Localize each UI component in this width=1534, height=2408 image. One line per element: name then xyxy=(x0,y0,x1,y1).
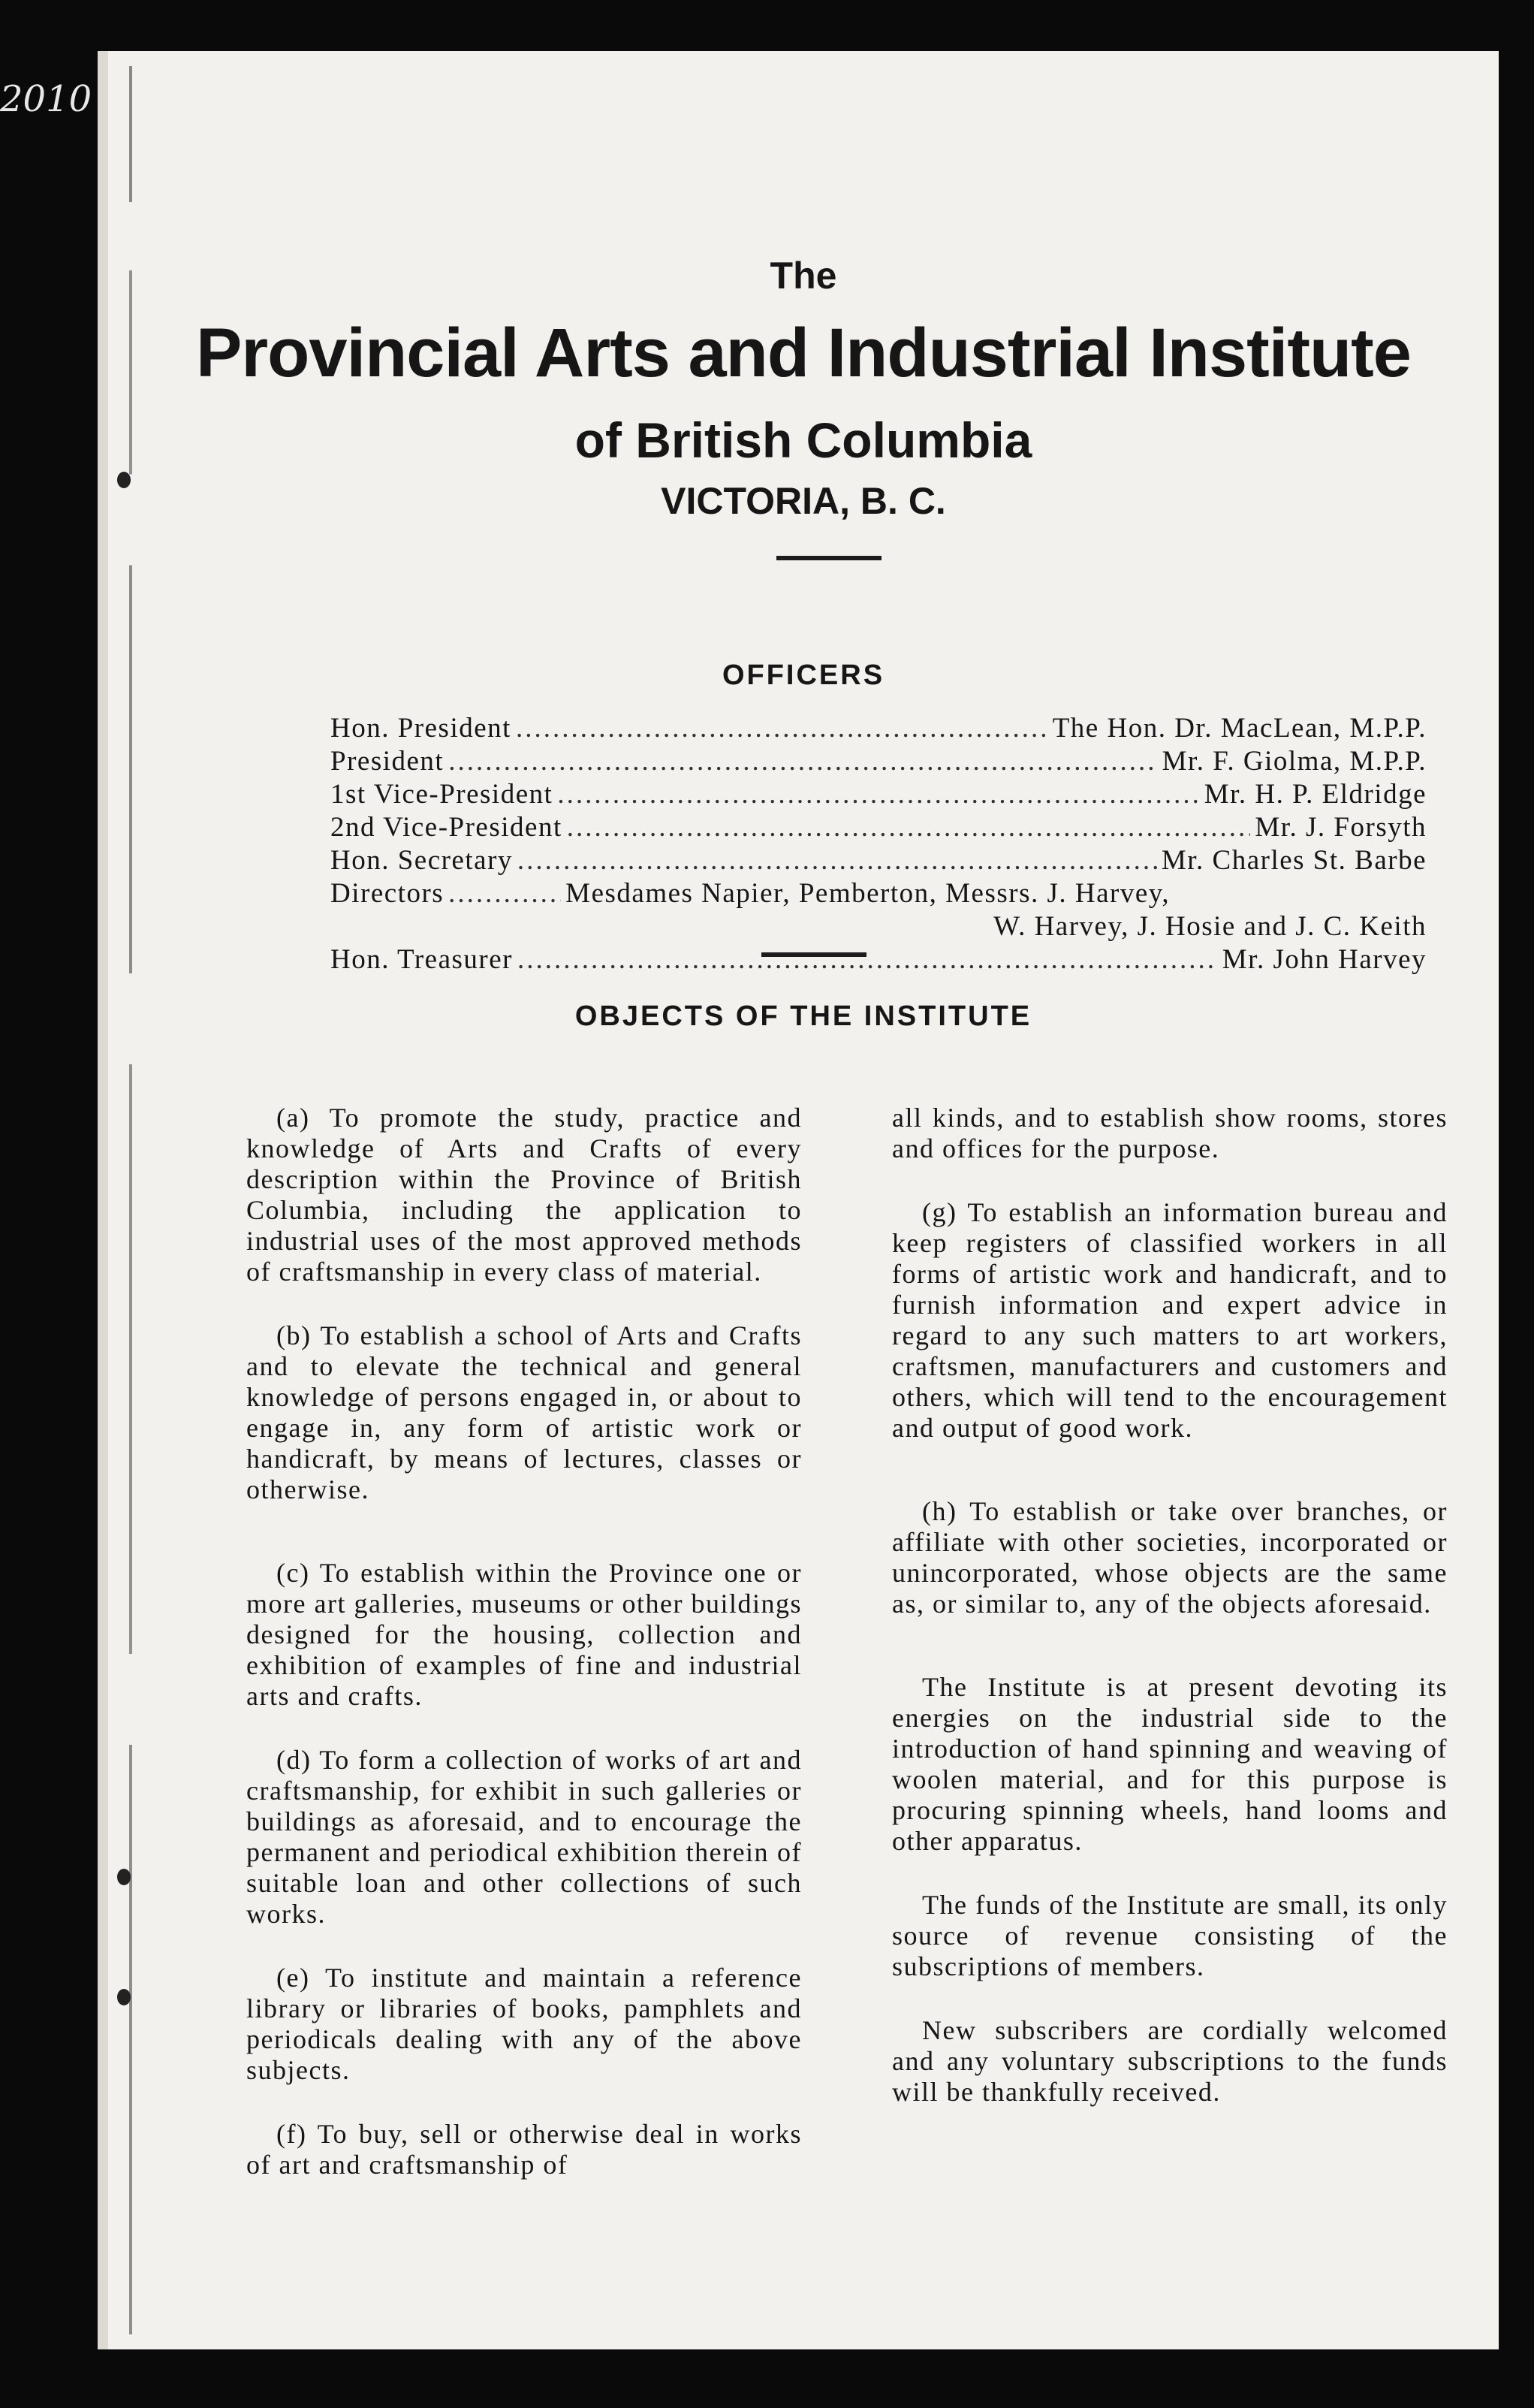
binding-mark xyxy=(117,1869,131,1885)
officer-title: 1st Vice-President xyxy=(330,779,553,810)
object-item-h: (h) To establish or take over branches, or affiliate with other societies, incorporated or unincorporated, whose objects are the same as, or similar to, any of the objects aforesaid. xyxy=(892,1496,1448,1619)
object-item-b: (b) To establish a school of Arts and Crafts and to elevate the technical and general knowledge of persons engaged in, or about to engage in, any form of artistic work or handicraft, by means of lectures, classes or otherwise. xyxy=(246,1320,802,1504)
officer-name: Mr. H. P. Eldridge xyxy=(1204,779,1427,810)
officer-name: Mr. John Harvey xyxy=(1222,944,1427,975)
officer-name: Mesdames Napier, Pemberton, Messrs. J. Harvey, xyxy=(565,878,1171,909)
officer-name: Mr. J. Forsyth xyxy=(1255,812,1427,843)
right-column xyxy=(892,1103,1448,2213)
institute-activity-paragraph: The Institute is at present devoting its energies on the industrial side to the introduction of hand spinning and weaving of woolen material, and for this purpose is procuring spinning wheels, hand looms and other apparatus. xyxy=(892,1672,1448,1856)
subscribers-paragraph: New subscribers are cordially welcomed and any voluntary subscriptions to the funds will be thankfully received. xyxy=(892,2015,1448,2107)
object-item-d: (d) To form a collection of works of art and craftsmanship, for exhibit in such galleries or buildings as aforesaid, and to encourage the permanent and periodical exhibition therein of suitable loan and other collections of such works. xyxy=(246,1745,802,1929)
page-subtitle: of British Columbia xyxy=(574,412,1032,468)
officer-title: President xyxy=(330,746,445,777)
officer-row xyxy=(330,877,1427,910)
title-article: The xyxy=(770,255,837,297)
officer-name: Mr. Charles St. Barbe xyxy=(1161,845,1427,876)
officer-row xyxy=(330,778,1427,811)
officers-list xyxy=(330,712,1427,976)
officer-name: The Hon. Dr. MacLean, M.P.P. xyxy=(1052,713,1427,744)
binding-mark xyxy=(117,1989,131,2005)
object-item-f: (f) To buy, sell or otherwise deal in works of art and craftsmanship of xyxy=(246,2119,802,2180)
officer-row xyxy=(330,745,1427,778)
officer-row xyxy=(330,943,1427,976)
funds-paragraph: The funds of the Institute are small, its only source of revenue consisting of the subscriptions of members. xyxy=(892,1890,1448,1981)
officer-title: Directors xyxy=(330,878,445,909)
margin-handwritten-number: 2010 xyxy=(0,78,92,120)
document-page xyxy=(98,51,1499,2349)
officer-name: Mr. F. Giolma, M.P.P. xyxy=(1162,746,1427,777)
left-column xyxy=(246,1103,802,2213)
officers-heading: OFFICERS xyxy=(722,659,885,691)
divider xyxy=(761,952,866,957)
object-item-c: (c) To establish within the Province one or more art galleries, museums or other buildings designed for the housing, collection and exhibition of examples of fine and industrial arts and crafts. xyxy=(246,1558,802,1711)
officer-row xyxy=(330,844,1427,877)
object-item-f-continued: all kinds, and to establish show rooms, stores and offices for the purpose. xyxy=(892,1103,1448,1163)
officer-title: 2nd Vice-President xyxy=(330,812,562,843)
officer-title: Hon. Secretary xyxy=(330,845,513,876)
officer-name: W. Harvey, J. Hosie and J. C. Keith xyxy=(993,911,1427,942)
divider xyxy=(776,556,882,560)
page-title: Provincial Arts and Industrial Institute xyxy=(196,315,1411,391)
officer-title: Hon. President xyxy=(330,713,511,744)
object-item-g: (g) To establish an information bureau and keep registers of classified workers in all forms of artistic work and handicraft, and to furnish information and expert advice in regard to any such matters to art workers, craftsmen, manufacturers and customers and others, which will tend to the encouragement and output of good work. xyxy=(892,1197,1448,1443)
objects-heading: OBJECTS OF THE INSTITUTE xyxy=(574,1000,1032,1032)
officer-row-continuation xyxy=(330,910,1427,943)
object-item-a: (a) To promote the study, practice and knowledge of Arts and Crafts of every description within the Province of British Columbia, including the application to industrial uses of the most approved methods of craftsmanship in every class of material. xyxy=(246,1103,802,1287)
officer-row xyxy=(330,712,1427,745)
officer-title: Hon. Treasurer xyxy=(330,944,513,975)
location-line: VICTORIA, B. C. xyxy=(661,480,946,522)
objects-columns xyxy=(246,1103,1448,2213)
officer-row xyxy=(330,811,1427,844)
object-item-e: (e) To institute and maintain a reference library or libraries of books, pamphlets and periodicals dealing with any of the above subjects. xyxy=(246,1963,802,2085)
